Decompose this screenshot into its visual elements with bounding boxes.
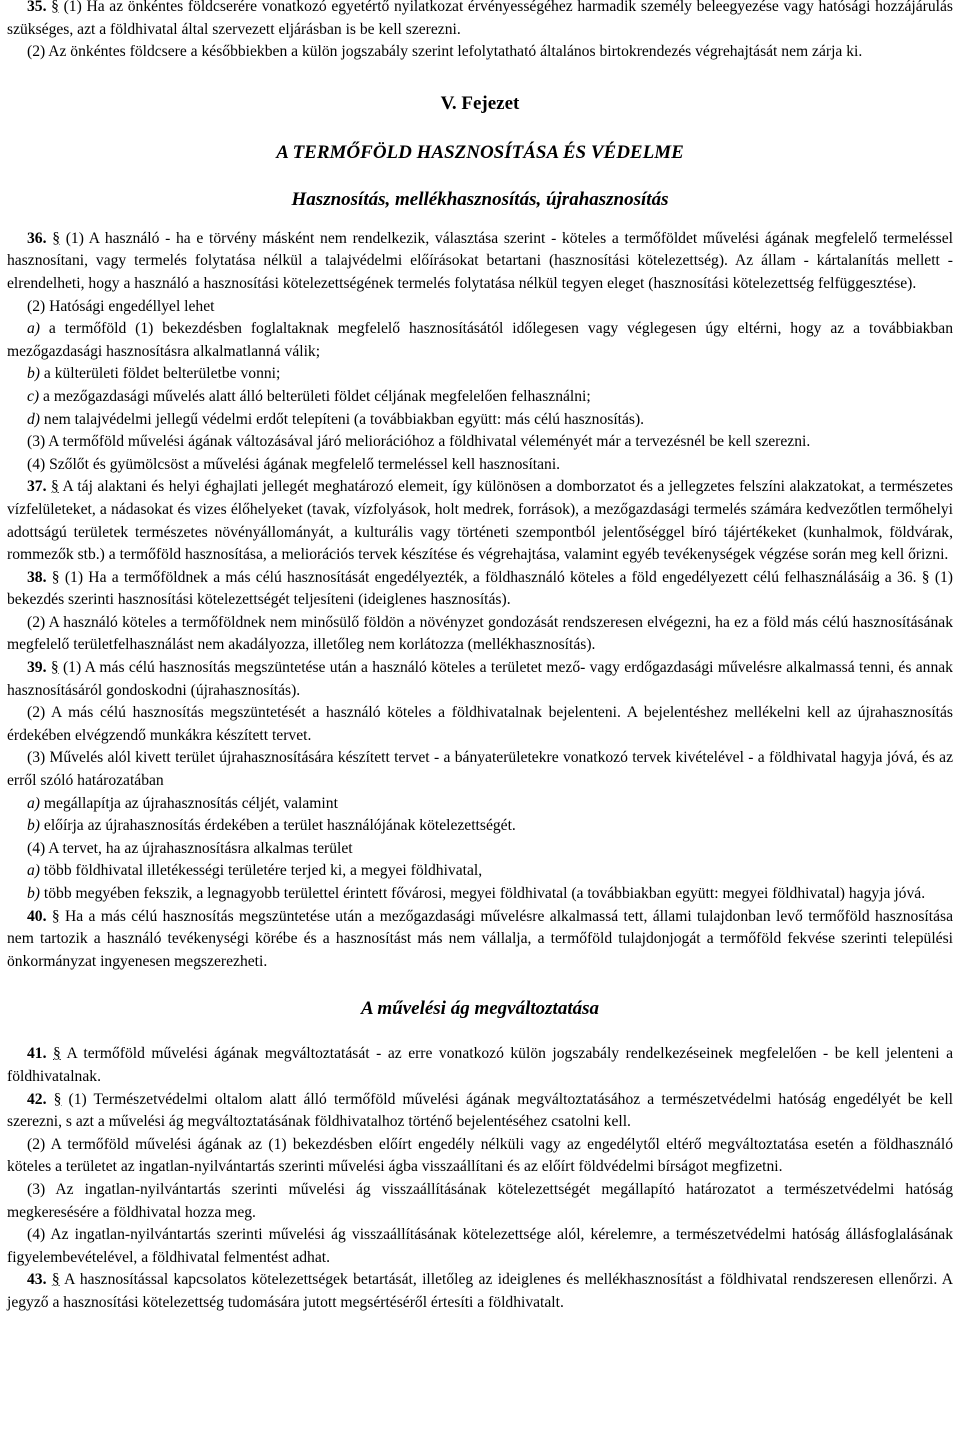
section-36-para-2: (2) Hatósági engedéllyel lehet xyxy=(27,297,215,315)
paragraph-text: A termőföld művelési ágának megváltoztatását - az erre vonatkozó külön jogszabály rendelkezéseinek megfelelően - be kell jelenteni a földhivatalnak. xyxy=(7,1045,953,1085)
chapter-subtitle: Hasznosítás, mellékhasznosítás, újrahasznosítás xyxy=(291,188,669,210)
section-39-item-b2 xyxy=(7,883,953,906)
section-42-para-3: (3) Az ingatlan-nyilvántartás szerinti művelési ág visszaállításának kötelezettségét megállapító határozatot a természetvédelmi hatóság megkeresésére a földhivatal hozza meg. xyxy=(7,1180,953,1221)
section-38-para-2: (2) A használó köteles a termőföldnek nem minősülő földön a növényzet gondozását rendszeresen elvégezni, ha ez a föld más célú hasznosításának megfelelő területfelhasználást nem akadályozza, illetőleg nem korlátozza (mellékhasznosítás). xyxy=(7,613,953,654)
section-sign-link[interactable]: § xyxy=(51,478,59,496)
section-sign-link[interactable]: § xyxy=(51,568,60,586)
chapter-label: V. Fejezet xyxy=(440,92,520,114)
section-36-para-3: (3) A termőföld művelési ágának változásával járó meliorációhoz a földhivatal véleményét már a tervezésnél be kell szerezni. xyxy=(27,433,811,451)
section-39-para-4: (4) A tervet, ha az újrahasznosításra alkalmas terület xyxy=(27,839,353,857)
section-36-item-a xyxy=(7,318,953,363)
section-number: 35. xyxy=(27,0,47,15)
item-label: a) xyxy=(27,794,40,812)
item-text: megállapítja az újrahasznosítás céljét, valamint xyxy=(40,794,338,812)
section-sign-link[interactable]: § xyxy=(51,1271,60,1289)
item-text: a termőföld (1) bekezdésben foglaltaknak megfelelő hasznosításától időlegesen vagy véglegesen úgy eltérni, hogy az a továbbiakban mezőgazdasági hasznosításra alkalmatlanná válik; xyxy=(7,320,953,360)
paragraph-text: (1) A más célú hasznosítás megszüntetése után a használó köteles a területet mező- vagy erdőgazdasági művelésre alkalmassá tenni, és annak hasznosításáról gondoskodni (újrahasznosítás). xyxy=(7,659,953,699)
section-39-para-1 xyxy=(7,657,953,702)
section-number: 41. xyxy=(27,1045,47,1063)
section-35-para-2: (2) Az önkéntes földcsere a későbbiekben a külön jogszabály szerint lefolytatható általános birtokrendezés végrehajtását nem zárja ki. xyxy=(27,43,863,61)
item-text: a mezőgazdasági művelés alatt álló belterületi földet céljának megfelelően felhasználni; xyxy=(39,387,591,405)
section-35-para-1 xyxy=(7,0,953,41)
paragraph-text: A táj alaktani és helyi éghajlati jellegét meghatározó elemeit, így különösen a domborzatot és a jellegzetes felszíni alakzatokat, a természetes vízfelületeket, a nádasokat és vizes élőhelyeket (tavak, vízfolyások, holt medrek, források), a mezőgazdasági termelés számára kedvezőtlen termőhelyi adottságú területek természetes növényállományát, a kulturális vagy történeti szempontból jelentőséggel bíró tájértékeket (kunhalmok, földvárak, rommezők stb.) a termőföld hasznosítása, a meliorációs tervek készítése és végrehajtása, valamint egyéb tevékenységek végzése során meg kell őrizni. xyxy=(7,478,953,564)
section-39-para-3: (3) Művelés alól kivett terület újrahasznosítására készített tervet - a bányaterületekre vonatkozó tervek kivételével - a földhivatal hagyja jóvá, és az erről szóló határozatában xyxy=(7,749,953,790)
section-36-item-d xyxy=(7,409,953,432)
item-label: b) xyxy=(27,365,40,383)
item-text: több megyében fekszik, a legnagyobb területtel érintett fővárosi, megyei földhivatal (a továbbiakban együtt: megyei földhivatal) hagyja jóvá. xyxy=(40,885,926,902)
paragraph-text: (1) Ha a termőföldnek a más célú hasznosítását engedélyezték, a földhasználó köteles a föld engedélyezett célú felhasználásáig a 36. § (1) bekezdés szerinti hasznosítási kötelezettségét teljesíteni (ideiglenes hasznosítás). xyxy=(7,568,954,609)
section-39-item-a xyxy=(7,793,953,816)
paragraph-text: (1) A használó - ha e törvény másként nem rendelkezik, választása szerint - köteles a termőföldet művelési ágának megfelelő termeléssel hasznosítani, vagy termelés folytatása nélkül a talajvédelmi előírásokat betartani (hasznosítási kötelezettség). Az állam - kártalanítás mellett - elrendelheti, hogy a használó a hasznosítási kötelezettségének termelés folytatása nélkül tegyen eleget (hasznosítási kötelezettség felfüggesztése). xyxy=(7,229,953,292)
section-sign-link[interactable]: § xyxy=(53,1090,62,1108)
item-text: több földhivatal illetékességi területére terjed ki, a megyei földhivatal, xyxy=(40,862,483,880)
item-label: b) xyxy=(27,817,40,835)
section-39-item-a2 xyxy=(7,860,953,883)
section-number: 36. xyxy=(27,229,47,247)
section-number: 43. xyxy=(27,1271,47,1289)
section-sign-link[interactable]: § xyxy=(50,659,59,677)
section-40-para-1 xyxy=(7,906,953,974)
section-36-item-b xyxy=(7,363,953,386)
section-41-para-1 xyxy=(7,1043,953,1088)
section-subtitle: A művelési ág megváltoztatása xyxy=(360,998,600,1020)
section-43-para-1 xyxy=(7,1269,953,1314)
section-number: 42. xyxy=(27,1090,47,1108)
section-sign-link[interactable]: § xyxy=(51,0,59,15)
section-42-para-4: (4) Az ingatlan-nyilvántartás szerinti művelési ág visszaállításának kötelezettsége alól, kérelemre, a természetvédelmi hatóság állásfoglalásának figyelembevételével, a földhivatal felmentést adhat. xyxy=(7,1226,953,1266)
section-number: 38. xyxy=(27,568,47,586)
paragraph-text: Ha a más célú hasznosítás megszüntetése után a mezőgazdasági művelésre alkalmassá tett, állami tulajdonban levő termőföld hasznosítása nem tartozik a használó tevékenységi körébe és a hasznosítást más nem vállalja, a termőföld tulajdonjogát a termőföld fekvése szerinti települési önkormányzat ingyenesen megszerezheti. xyxy=(7,907,953,970)
section-36-item-c xyxy=(7,386,953,409)
chapter-title: A TERMŐFÖLD HASZNOSÍTÁSA ÉS VÉDELME xyxy=(276,141,684,163)
section-37-para-1 xyxy=(7,476,953,566)
section-36-para-4: (4) Szőlőt és gyümölcsöst a művelési ágának megfelelő termeléssel kell hasznosítani. xyxy=(27,455,561,473)
section-39-item-b xyxy=(7,815,953,838)
item-label: b) xyxy=(27,885,40,902)
section-39-para-2: (2) A más célú hasznosítás megszüntetését a használó köteles a földhivatalnak bejelenteni. A bejelentéshez mellékelni kell az újrahasznosítás érdekében elvégzendő munkákra készített tervet. xyxy=(7,704,953,744)
item-label: a) xyxy=(27,320,40,338)
item-text: a külterületi földet belterületbe vonni; xyxy=(40,365,281,383)
section-sign-link[interactable]: § xyxy=(53,1045,61,1063)
section-number: 39. xyxy=(27,659,47,677)
section-sign-link[interactable]: § xyxy=(52,229,60,247)
paragraph-text: (1) Ha az önkéntes földcserére vonatkozó egyetértő nyilatkozat érvényességéhez harmadik személy beleegyezése vagy hatósági hozzájárulás szükséges, azt a földhivatal által szervezett eljárásban is be kell szerezni. xyxy=(7,0,953,38)
item-label: a) xyxy=(27,862,40,880)
item-text: előírja az újrahasznosítás érdekében a terület használójának kötelezettségét. xyxy=(40,817,516,835)
item-label: c) xyxy=(27,387,40,405)
item-text: nem talajvédelmi jellegű védelmi erdőt telepíteni (a továbbiakban együtt: más célú hasznosítás). xyxy=(40,410,645,428)
section-36-para-1 xyxy=(7,228,953,296)
section-42-para-2: (2) A termőföld művelési ágának az (1) bekezdésben előírt engedély nélküli vagy az engedélytől eltérő megváltoztatása esetén a földhasználó köteles a területet az ingatlan-nyilvántartás szerinti művelési ágba visszaállítani és az előírt földvédelmi bírságot megfizetni. xyxy=(7,1135,953,1176)
item-label: d) xyxy=(27,410,40,428)
paragraph-text: (1) Természetvédelmi oltalom alatt álló termőföld művelési ágának megváltoztatásához a természetvédelmi hatóság engedélyét be kell szerezni, s azt a művelési ág megváltoztatásának földhivatalhoz történő bejelentéséhez csatolni kell. xyxy=(7,1090,954,1131)
section-sign-link[interactable]: § xyxy=(51,907,60,925)
section-42-para-1 xyxy=(7,1089,953,1134)
section-number: 37. xyxy=(27,478,47,496)
section-number: 40. xyxy=(27,907,47,925)
section-38-para-1 xyxy=(7,567,953,612)
paragraph-text: A hasznosítással kapcsolatos kötelezettségek betartását, illetőleg az ideiglenes és mellékhasznosítást a földhivatal rendszeresen ellenőrzi. A jegyző a hasznosítási kötelezettség tudomására jutott megsértéséről értesíti a földhivatalt. xyxy=(7,1271,953,1311)
